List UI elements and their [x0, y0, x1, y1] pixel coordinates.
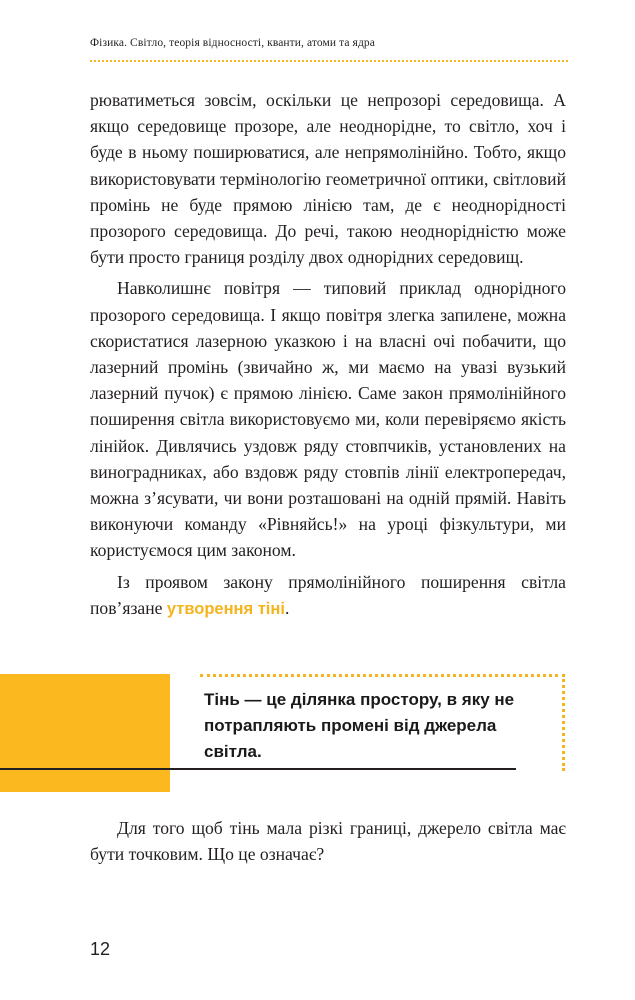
paragraph-closing: Для того щоб тінь мала різкі границі, джерело світла має бути точковим. Що це означає?	[90, 818, 566, 865]
definition-accent-block	[0, 674, 170, 792]
term-highlight: утворення тіні	[166, 599, 285, 618]
definition-text: Тінь — це ділянка простору, в яку не потрапляють промені від джерела світла.	[204, 690, 515, 761]
shadow-intro-end: .	[284, 597, 290, 618]
body-text	[90, 87, 566, 622]
page-number: 12	[90, 939, 111, 959]
paragraph-continuation: рюватиметься зовсім, оскільки це непрозорі середовища. А якщо середовище прозоре, але неоднорідне, то світло, хоч і буде в ньому поширюватися, але непрямолінійно. Тобто, якщо використовувати термінологію геометричної оптики, світловий промінь не буде прямою лінією там, де є неоднорідності прозорого середовища. До речі, такою неоднорідністю може бути просто границя розділу двох однорідних середовищ.	[90, 90, 566, 268]
paragraph-air: Навколишнє повітря — типовий приклад однорідного прозорого середовища. І якщо повітря злегка запилене, можна скористатися лазерною указкою і на власні очі побачити, що лазерний промінь (звичайно ж, ми маємо на увазі вузький лазерний пучок) є прямою лінією. Саме закон прямолінійного поширення світла використовуємо ми, коли перевіряємо якість лінійок. Дивлячись уздовж ряду стовпчиків, установлених на виноградниках, або вздовж ряду стовпів лінії електропередач, можна з’ясувати, чи вони розташовані на одній прямій. Навіть виконуючи команду «Рівняйсь!» на уроці фізкультури, ми користуємося цим законом.	[90, 278, 566, 561]
paragraph-shadow-intro	[90, 569, 566, 622]
running-head: Фізика. Світло, теорія відносності, кванти, атоми та ядра	[90, 37, 375, 49]
header-dotted-rule	[90, 60, 568, 62]
definition-underline	[0, 768, 516, 770]
closing-text	[90, 815, 566, 867]
shadow-intro-text: Із проявом закону прямолінійного поширення світла пов’язане	[90, 571, 566, 618]
